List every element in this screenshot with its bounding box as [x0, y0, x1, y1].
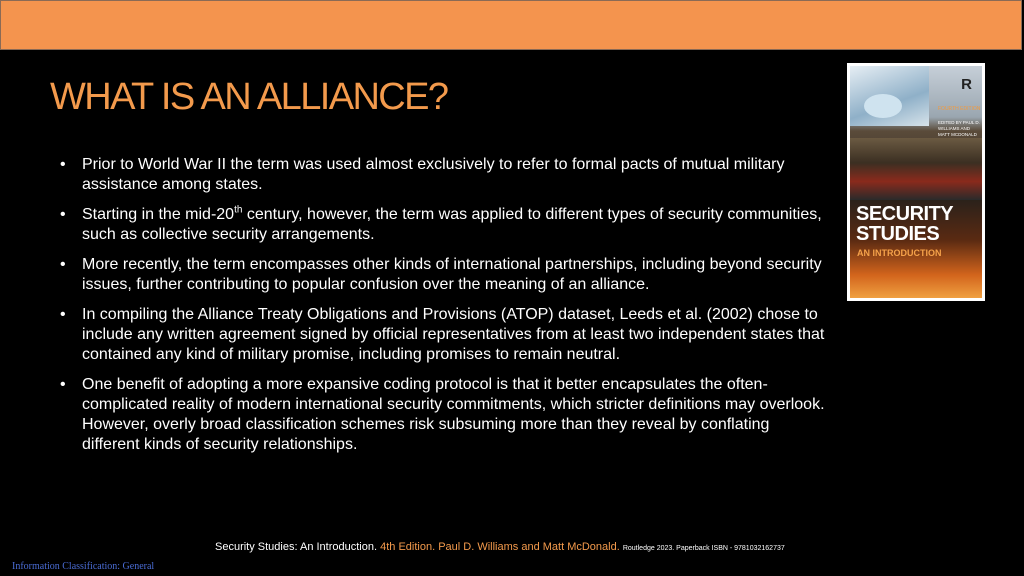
bullet-icon: •: [60, 256, 66, 273]
face-mask-shape: [864, 94, 902, 118]
bullet-item: [60, 155, 830, 195]
footer-book: Security Studies: An Introduction.: [215, 541, 378, 553]
bullet-item: [60, 205, 830, 245]
bullet-list: [60, 155, 830, 465]
bullet-item: [60, 375, 830, 455]
footer-details: Routledge 2023. Paperback ISBN - 9781032162737: [622, 545, 785, 552]
publisher-logo: R: [961, 76, 972, 93]
bullet-icon: •: [60, 156, 66, 173]
slide-title: WHAT IS AN ALLIANCE?: [50, 76, 448, 118]
footer-edition: 4th Edition.: [380, 541, 436, 553]
bullet-text-before: Starting in the mid-20: [82, 206, 235, 223]
cover-editors: EDITED BY PAUL D. WILLIAMS AND MATT MCDONALD: [938, 120, 980, 137]
bullet-text: More recently, the term encompasses other kinds of international partnerships, including beyond security issues, further contributing to popular confusion over the meaning of an alliance.: [82, 256, 822, 293]
bullet-item: [60, 305, 830, 365]
bullet-icon: •: [60, 306, 66, 323]
book-cover-image: [847, 63, 985, 301]
bullet-icon: •: [60, 206, 66, 223]
cover-title-line1: SECURITY: [856, 203, 954, 225]
classification-label: Information Classification: General: [12, 561, 155, 572]
book-cover-art: [850, 66, 982, 298]
footer-authors: Paul D. Williams and Matt McDonald.: [438, 541, 620, 553]
bullet-text: Prior to World War II the term was used almost exclusively to refer to formal pacts of mutual military assistance among states.: [82, 156, 785, 193]
bullet-text: In compiling the Alliance Treaty Obligations and Provisions (ATOP) dataset, Leeds et al. (2002) chose to include any written agreement signed by official representatives from at least two independent states that contained any kind of military promise, including promises to remain neutral.: [82, 306, 825, 363]
citation-footer: [215, 541, 785, 553]
cover-photo-meeting: [850, 138, 982, 200]
cover-title: [856, 204, 953, 244]
bullet-icon: •: [60, 376, 66, 393]
bullet-text: One benefit of adopting a more expansive coding protocol is that it better encapsulates the often-complicated reality of modern international security commitments, which stricter definitions may overlook. However, overly broad classification schemes risk subsuming more than they reveal by conflating different kinds of security relationships.: [82, 376, 825, 453]
cover-edition: FOURTH EDITION: [938, 106, 981, 112]
cover-title-line2: STUDIES: [856, 223, 940, 245]
top-banner: [0, 0, 1022, 50]
bullet-superscript: th: [234, 204, 243, 216]
cover-subtitle: AN INTRODUCTION: [857, 248, 942, 258]
bullet-item: [60, 255, 830, 295]
bullet-text-after: century, however, the term was applied to different types of security communities, such as collective security arrangements.: [82, 206, 822, 243]
